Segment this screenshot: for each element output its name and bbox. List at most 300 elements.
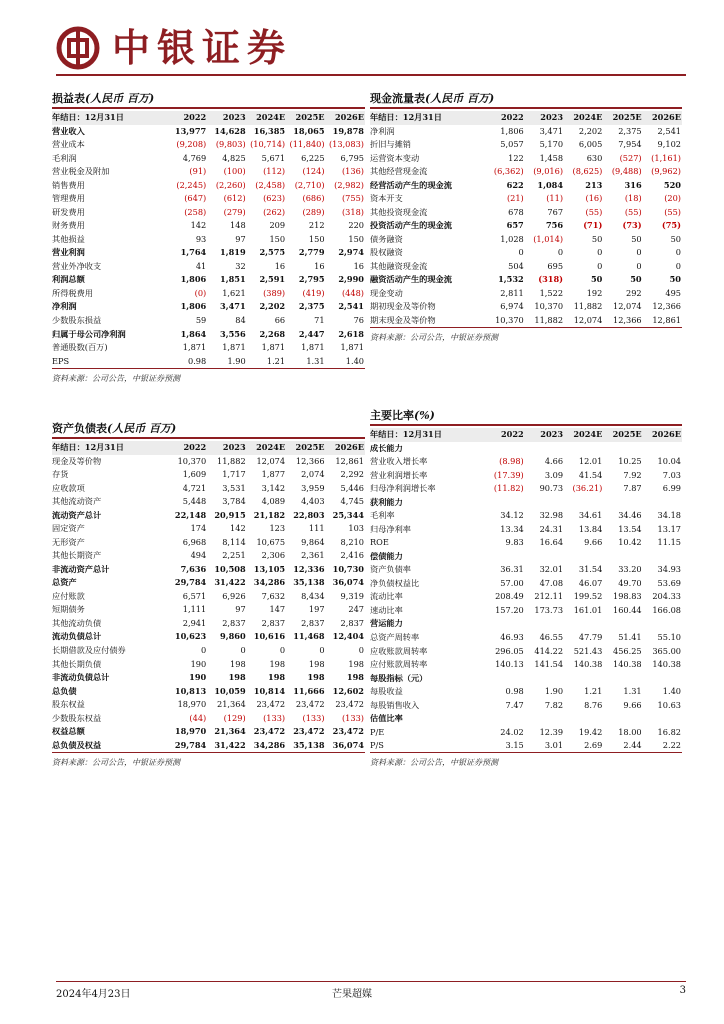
value-cell: 0 [358, 644, 364, 655]
value-cell: 7.47 [505, 699, 524, 710]
value-cell: 4.66 [544, 456, 564, 467]
row-label: P/S [370, 740, 384, 751]
value-cell: 13.34 [500, 523, 524, 534]
value-cell: 12,336 [293, 563, 325, 574]
bank-of-china-logo-icon [56, 26, 100, 70]
value-cell: 11,882 [534, 314, 564, 325]
row-label: 利润总额 [52, 274, 85, 285]
table-row [370, 617, 682, 631]
value-cell [603, 712, 642, 726]
value-cell: 161.01 [573, 604, 603, 615]
value-cell: 3,471 [220, 301, 246, 312]
row-label: EPS [52, 355, 70, 366]
value-cell: 90.73 [539, 483, 564, 494]
value-cell: 6,005 [578, 139, 603, 150]
section-title-text: 现金流量表 [370, 92, 425, 105]
value-cell: 34.18 [657, 510, 681, 521]
value-cell: (1,014) [533, 233, 564, 244]
value-cell: 10.25 [618, 456, 642, 467]
value-cell: 3,471 [539, 125, 564, 136]
value-cell: 0.98 [505, 686, 524, 697]
table-row [52, 563, 365, 577]
table-row [52, 738, 365, 752]
row-label: 无形资产 [52, 536, 85, 547]
value-cell: 9.83 [505, 537, 524, 548]
footer-divider [56, 981, 686, 982]
table-row [52, 273, 365, 287]
value-cell: 50 [590, 274, 603, 285]
value-cell: 247 [348, 604, 364, 615]
row-label: 短期债务 [52, 604, 85, 615]
value-cell: 10,814 [253, 685, 286, 696]
value-cell: 220 [348, 220, 364, 231]
row-label: 期末现金及等价物 [370, 314, 436, 325]
value-cell: 7.92 [623, 469, 642, 480]
value-cell: 34,286 [253, 739, 286, 750]
value-cell: 1,806 [180, 274, 207, 285]
row-label: 其他流动负债 [52, 617, 102, 628]
table-row [370, 509, 682, 523]
value-cell: 1,621 [222, 287, 246, 298]
value-cell: 160.44 [612, 604, 642, 615]
value-cell: 10,813 [174, 685, 207, 696]
value-cell: 140.13 [495, 659, 524, 670]
value-cell: (2,458) [255, 179, 286, 190]
row-label: 债务融资 [370, 233, 403, 244]
row-label: 偿债能力 [370, 550, 403, 561]
section-unit: (%) [414, 409, 435, 422]
value-cell: 33.20 [618, 564, 642, 575]
value-cell: (129) [223, 712, 246, 723]
value-cell: 142 [190, 220, 207, 231]
section-title [52, 420, 365, 437]
value-cell: 47.79 [578, 631, 603, 642]
row-label: 其他流动资产 [52, 496, 102, 507]
value-cell: 3.01 [544, 740, 564, 751]
row-label: 管理费用 [52, 193, 85, 204]
value-cell: 46.07 [578, 577, 603, 588]
value-cell: 6,974 [500, 301, 524, 312]
source-note: 资料来源：公司公告，中银证券预测 [52, 373, 180, 383]
value-cell: (8.98) [499, 456, 524, 467]
header-year: 2026E [643, 428, 682, 442]
row-label: 净负债权益比 [370, 577, 420, 588]
value-cell: 198 [307, 672, 325, 683]
value-cell: (262) [263, 206, 286, 217]
value-cell: 59 [195, 314, 207, 325]
value-cell: 12,861 [652, 314, 681, 325]
value-cell: 31,422 [214, 739, 246, 750]
value-cell: (1,161) [651, 152, 681, 163]
table-row [52, 246, 365, 260]
value-cell: 12,074 [256, 455, 286, 466]
value-cell: 14,628 [214, 125, 246, 136]
value-cell: 2,202 [578, 125, 603, 136]
value-cell: 34.12 [500, 510, 524, 521]
table-row [370, 246, 682, 260]
value-cell: 47.08 [539, 577, 564, 588]
header-year: 2025E [603, 428, 642, 442]
value-cell: 9,860 [220, 631, 246, 642]
balance-sheet-table [52, 441, 365, 752]
header-label: 年结日：12月31日 [52, 441, 168, 455]
footer-company: 芒果超媒 [332, 989, 372, 1000]
value-cell: (279) [223, 206, 246, 217]
value-cell: 19,878 [332, 125, 364, 136]
value-cell: 32.01 [539, 564, 564, 575]
value-cell: 1.90 [544, 686, 564, 697]
table-row [370, 496, 682, 510]
value-cell: 6.99 [662, 483, 681, 494]
value-cell: 2,990 [338, 274, 364, 285]
section-unit: (人民币 百万) [107, 422, 177, 435]
row-label: 其他经营现金流 [370, 166, 428, 177]
row-label: 速动比率 [370, 604, 403, 615]
value-cell: 2,251 [222, 550, 246, 561]
table-row [52, 152, 365, 166]
value-cell: 140.38 [652, 659, 681, 670]
table-row [370, 442, 682, 456]
table-bottom-divider [52, 752, 365, 753]
value-cell: 2.69 [584, 740, 603, 751]
value-cell: 6,571 [182, 590, 207, 601]
value-cell: 198.83 [612, 591, 642, 602]
table-row [370, 233, 682, 247]
value-cell: 198 [308, 658, 325, 669]
value-cell: 678 [508, 206, 524, 217]
table-row [370, 536, 682, 550]
value-cell: 9,102 [657, 139, 681, 150]
table-bottom-divider [52, 368, 365, 369]
value-cell [643, 712, 682, 726]
value-cell: 11,666 [293, 685, 325, 696]
value-cell: 1,717 [222, 469, 246, 480]
table-row [52, 509, 365, 523]
value-cell: 55.10 [657, 631, 681, 642]
value-cell: 8,210 [340, 536, 364, 547]
value-cell: (9,016) [533, 166, 564, 177]
row-label: 现金变动 [370, 287, 403, 298]
value-cell: 1,028 [500, 233, 524, 244]
table-row [52, 725, 365, 739]
row-label: 营业利润增长率 [370, 469, 428, 480]
value-cell: 198 [268, 672, 286, 683]
value-cell: 5,671 [261, 152, 286, 163]
value-cell: 36.31 [500, 564, 524, 575]
value-cell: 16 [353, 260, 364, 271]
section-unit: (人民币 百万) [425, 92, 495, 105]
header-year: 2025E [286, 111, 325, 125]
value-cell: 31.54 [578, 564, 603, 575]
row-label: 每股销售收入 [370, 699, 420, 710]
header-year: 2024E [564, 428, 603, 442]
table-row [52, 341, 365, 355]
value-cell: 13.17 [657, 523, 681, 534]
value-cell [485, 671, 524, 685]
value-cell: 2,375 [618, 125, 642, 136]
row-label: 现金及等价物 [52, 455, 102, 466]
value-cell [564, 550, 603, 564]
value-cell: 16,385 [253, 125, 286, 136]
value-cell: 1,871 [182, 342, 207, 353]
income-statement-section [52, 90, 365, 384]
table-row [370, 725, 682, 739]
value-cell: 16 [314, 260, 325, 271]
row-label: 其他融资现金流 [370, 260, 428, 271]
value-cell: 10,370 [534, 301, 564, 312]
value-cell: 7.82 [544, 699, 564, 710]
value-cell: (133) [263, 712, 286, 723]
value-cell [485, 496, 524, 510]
value-cell: 2,541 [338, 301, 364, 312]
table-header-row [370, 428, 682, 442]
value-cell [564, 617, 603, 631]
value-cell: (289) [302, 206, 325, 217]
row-label: 权益总额 [52, 726, 85, 737]
value-cell: 192 [586, 287, 603, 298]
value-cell [603, 550, 642, 564]
value-cell: (13,083) [328, 139, 364, 150]
value-cell: 123 [269, 523, 286, 534]
value-cell: (11) [546, 193, 564, 204]
value-cell: 18,065 [293, 125, 325, 136]
value-cell [564, 712, 603, 726]
value-cell: 6,795 [340, 152, 364, 163]
value-cell: 0 [319, 644, 325, 655]
table-row [370, 314, 682, 328]
value-cell: (16) [585, 193, 603, 204]
row-label: 总负债 [52, 685, 77, 696]
table-row [52, 576, 365, 590]
balance-sheet-section [52, 420, 365, 768]
row-label: 其他损益 [52, 233, 85, 244]
row-label: 毛利润 [52, 152, 77, 163]
value-cell: 41 [195, 260, 207, 271]
table-row [370, 698, 682, 712]
value-cell: 4,721 [182, 482, 207, 493]
row-label: ROE [370, 537, 389, 548]
table-row [52, 644, 365, 658]
table-row [370, 219, 682, 233]
value-cell: 148 [230, 220, 246, 231]
value-cell: 1,522 [539, 287, 564, 298]
value-cell: (136) [341, 166, 364, 177]
table-row [52, 671, 365, 685]
value-cell: 199.52 [573, 591, 603, 602]
value-cell: 166.08 [652, 604, 681, 615]
value-cell: 1.31 [623, 686, 642, 697]
value-cell: 22,803 [293, 509, 325, 520]
value-cell: (21) [506, 193, 524, 204]
value-cell: 2.22 [662, 740, 681, 751]
value-cell: 695 [547, 260, 564, 271]
value-cell: 31,422 [214, 577, 246, 588]
value-cell [643, 617, 682, 631]
section-title [370, 90, 682, 107]
row-label: 财务费用 [52, 220, 85, 231]
value-cell: 630 [586, 152, 603, 163]
row-label: 少数股东权益 [52, 712, 102, 723]
value-cell: 8,434 [301, 590, 325, 601]
value-cell: 50 [631, 233, 642, 244]
section-title-text: 资产负债表 [52, 422, 107, 435]
value-cell: 2,795 [298, 274, 325, 285]
value-cell: 51.41 [618, 631, 642, 642]
table-row [52, 549, 365, 563]
value-cell: 11,882 [573, 301, 603, 312]
header-year: 2023 [207, 111, 246, 125]
row-label: 存货 [52, 469, 69, 480]
row-label: 流动负债总计 [52, 631, 102, 642]
value-cell: 2,361 [301, 550, 325, 561]
section-title [370, 407, 682, 424]
value-cell [485, 712, 524, 726]
value-cell: 16.64 [539, 537, 564, 548]
key-ratios-table [370, 428, 682, 752]
value-cell: 141.54 [534, 659, 564, 670]
key-ratios-section [370, 407, 682, 768]
table-row [52, 287, 365, 301]
table-row [370, 590, 682, 604]
value-cell: 18,970 [177, 699, 207, 710]
value-cell: 1,851 [220, 274, 246, 285]
value-cell: 2,941 [182, 617, 207, 628]
value-cell: (9,488) [611, 166, 642, 177]
value-cell: 3.09 [544, 469, 564, 480]
value-cell: 97 [235, 604, 246, 615]
value-cell: 2,837 [261, 617, 286, 628]
table-row [370, 482, 682, 496]
value-cell: 190 [189, 672, 207, 683]
value-cell: 1,111 [182, 604, 207, 615]
value-cell: 197 [308, 604, 325, 615]
table-row [52, 495, 365, 509]
value-cell [643, 671, 682, 685]
value-cell: 1,871 [222, 342, 246, 353]
table-row [52, 590, 365, 604]
value-cell: 23,472 [256, 699, 286, 710]
title-divider [370, 424, 682, 426]
value-cell: 2,779 [298, 247, 325, 258]
value-cell: 9.66 [584, 537, 603, 548]
value-cell: 198 [346, 672, 364, 683]
value-cell [525, 671, 564, 685]
value-cell: 41.54 [578, 469, 603, 480]
table-row [370, 165, 682, 179]
value-cell: 84 [235, 314, 246, 325]
header-label: 年结日：12月31日 [370, 111, 485, 125]
table-row [370, 179, 682, 193]
header-year: 2022 [168, 111, 207, 125]
header-year: 2024E [247, 111, 286, 125]
value-cell: 10,508 [214, 563, 246, 574]
table-row [52, 455, 365, 469]
value-cell: 0 [675, 247, 681, 258]
value-cell: 34.61 [578, 510, 603, 521]
row-label: P/E [370, 726, 385, 737]
value-cell: 2,837 [340, 617, 364, 628]
table-row [52, 354, 365, 368]
table-row [52, 125, 365, 139]
table-row [52, 327, 365, 341]
table-row [52, 233, 365, 247]
value-cell: 756 [545, 220, 564, 231]
value-cell: 3,142 [261, 482, 286, 493]
source-note: 资料来源：公司公告，中银证券预测 [370, 333, 498, 343]
value-cell: 2.44 [623, 740, 642, 751]
value-cell: 209 [269, 220, 286, 231]
value-cell: (258) [184, 206, 207, 217]
value-cell: 1,609 [182, 469, 207, 480]
value-cell: 12,074 [612, 301, 642, 312]
value-cell: 292 [626, 287, 642, 298]
table-row [52, 138, 365, 152]
value-cell: 21,182 [253, 509, 286, 520]
value-cell: (686) [302, 193, 325, 204]
row-label: 流动比率 [370, 591, 403, 602]
value-cell: 2,306 [261, 550, 286, 561]
row-label: 销售费用 [52, 179, 85, 190]
value-cell: 0 [557, 247, 564, 258]
value-cell: 2,974 [338, 247, 364, 258]
value-cell: (91) [189, 166, 207, 177]
row-label: 营业成本 [52, 139, 85, 150]
value-cell: 49.70 [618, 577, 642, 588]
value-cell: (2,260) [215, 179, 246, 190]
value-cell: 2,811 [500, 287, 524, 298]
header-year: 2026E [326, 111, 365, 125]
row-label: 股权融资 [370, 247, 403, 258]
value-cell: 173.73 [534, 604, 564, 615]
table-row [52, 536, 365, 550]
title-divider [52, 107, 365, 109]
source-note: 资料来源：公司公告，中银证券预测 [370, 758, 498, 768]
value-cell: 35,138 [293, 577, 325, 588]
value-cell: (11,840) [289, 139, 325, 150]
row-label: 非流动负债总计 [52, 672, 110, 683]
value-cell: 12.01 [578, 456, 603, 467]
value-cell: (623) [263, 193, 286, 204]
value-cell: (9,803) [215, 139, 246, 150]
header-year: 2026E [643, 111, 682, 125]
row-label: 获利能力 [370, 496, 403, 507]
value-cell: 111 [308, 523, 325, 534]
row-label: 其他长期资产 [52, 550, 102, 561]
value-cell: 18.00 [618, 726, 642, 737]
row-label: 应收账款周转率 [370, 645, 428, 656]
value-cell: 1,871 [301, 342, 325, 353]
value-cell: 19.42 [578, 726, 603, 737]
report-header [56, 24, 686, 76]
value-cell: 36,074 [332, 577, 364, 588]
table-header-row [52, 111, 365, 125]
value-cell: 12,366 [652, 301, 681, 312]
value-cell: 1,871 [340, 342, 364, 353]
value-cell: 1,819 [220, 247, 246, 258]
row-label: 期初现金及等价物 [370, 301, 436, 312]
row-label: 归母净利润增长率 [370, 483, 436, 494]
value-cell: 3,959 [301, 482, 325, 493]
value-cell: 0 [240, 644, 246, 655]
value-cell: 1.21 [584, 686, 603, 697]
value-cell: 7,632 [261, 590, 286, 601]
value-cell: 3,784 [222, 496, 246, 507]
table-row [370, 712, 682, 726]
table-row [52, 165, 365, 179]
row-label: 净利润 [370, 125, 395, 136]
value-cell: 24.31 [539, 523, 564, 534]
header-label: 年结日：12月31日 [52, 111, 168, 125]
